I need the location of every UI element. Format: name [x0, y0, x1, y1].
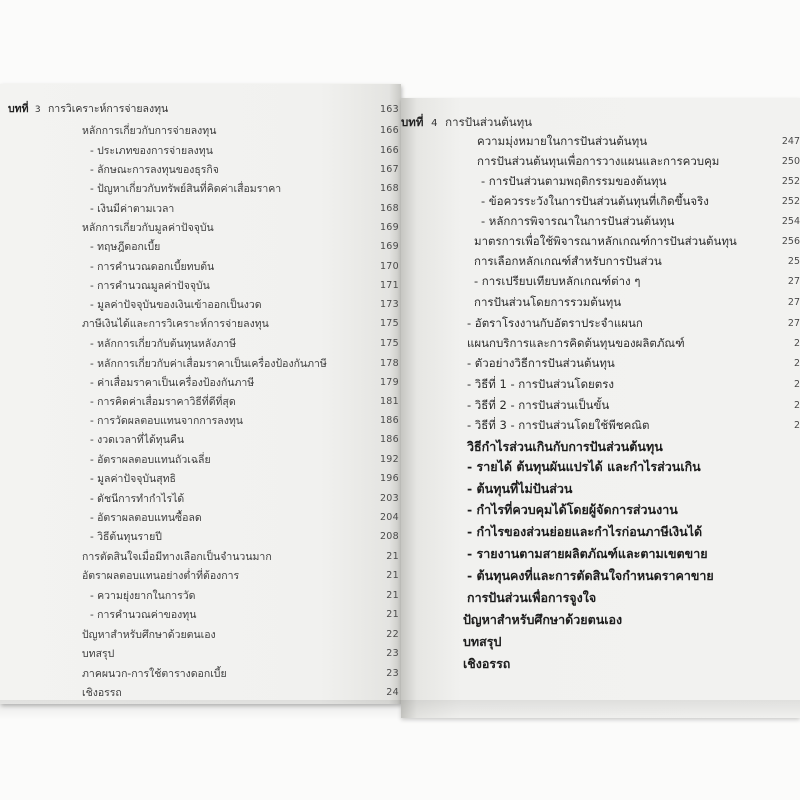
left-toc-entry-page: 23 [386, 648, 399, 659]
left-toc-entry-page: 169 [379, 222, 399, 233]
right-toc-entry-text: แผนกบริการและการคิดต้นทุนของผลิตภัณฑ์ [467, 336, 685, 350]
left-toc-entry-page: 21 [386, 590, 399, 601]
right-toc-entry-text: - อัตราโรงงานกับอัตราประจำแผนก [467, 316, 643, 330]
left-toc-entry-page: 24 [386, 687, 399, 698]
left-chapter-title: การวิเคราะห์การจ่ายลงทุน [47, 103, 169, 115]
right-toc-entry-page: 256 [781, 236, 800, 247]
left-toc-entry-page: 203 [379, 493, 399, 504]
left-toc-entry-text: - การคำนวณค่าของทุน [90, 609, 197, 621]
right-toc-entry-text: ความมุ่งหมายในการปันส่วนต้นทุน [477, 134, 648, 148]
right-toc-entry-page: 2 [793, 420, 800, 431]
page-shadow [0, 700, 800, 720]
right-toc-entry-text: - ต้นทุนที่ไม่ปันส่วน [467, 481, 573, 496]
right-toc-entry-text: - หลักการพิจารณาในการปันส่วนต้นทุน [481, 214, 675, 228]
left-toc-entry-page: 179 [379, 377, 399, 388]
left-toc-entry-text: - หลักการเกี่ยวกับค่าเสื่อมราคาเป็นเครื่องป้องกันภาษี [90, 358, 327, 370]
right-toc-entry-text: - ต้นทุนคงที่และการตัดสินใจกำหนดราคาขาย [467, 568, 714, 583]
left-toc-entry-page: 21 [386, 609, 399, 620]
left-toc-entry-text: อัตราผลตอบแทนอย่างต่ำที่ต้องการ [82, 570, 240, 582]
right-toc-entry-text: ปัญหาสำหรับศึกษาด้วยตนเอง [463, 612, 623, 627]
left-toc-entry-text: - เงินมีค่าตามเวลา [90, 203, 175, 215]
right-toc-entry-page: 250 [781, 156, 800, 167]
left-toc-entry-page: 175 [379, 318, 399, 329]
right-toc-entry-text: - การเปรียบเทียบหลักเกณฑ์ต่าง ๆ [474, 274, 641, 288]
left-toc-entry-page: 186 [379, 415, 399, 426]
left-chapter-label: บทที่ [8, 103, 29, 115]
left-toc-entry-text: - ลักษณะการลงทุนของธุรกิจ [90, 164, 219, 176]
left-page [0, 84, 401, 704]
left-toc-entry-text: หลักการเกี่ยวกับการจ่ายลงทุน [82, 125, 217, 137]
right-toc-entry-page: 252 [781, 176, 800, 187]
left-toc-entry-page: 181 [379, 396, 399, 407]
right-toc-entry-page: 2 [793, 400, 800, 411]
left-chapter-heading [8, 104, 168, 115]
right-toc-entry-text: - วิธีที่ 1 - การปันส่วนโดยตรง [467, 377, 615, 391]
right-chapter-label: บทที่ [401, 115, 424, 129]
right-toc-entry-page: 252 [781, 196, 800, 207]
left-toc-entry-page: 21 [386, 551, 399, 562]
left-toc-entry-text: - ค่าเสื่อมราคาเป็นเครื่องป้องกันภาษี [90, 377, 255, 389]
right-toc-entry-text: - ข้อควรระวังในการปันส่วนต้นทุนที่เกิดขึ้นจริง [481, 194, 709, 208]
right-toc-entry-text: มาตรการเพื่อใช้พิจารณาหลักเกณฑ์การปันส่วนต้นทุน [474, 234, 737, 248]
left-toc-entry-text: - หลักการเกี่ยวกับต้นทุนหลังภาษี [90, 338, 237, 350]
left-toc-entry-page: 22 [386, 629, 399, 640]
left-toc-entry-text: - มูลค่าปัจจุบันสุทธิ [90, 473, 176, 485]
left-toc-entry-page: 186 [379, 434, 399, 445]
left-toc-entry-page: 192 [379, 454, 399, 465]
left-toc-entry-page: 23 [386, 668, 399, 679]
left-toc-entry-text: - ทฤษฎีดอกเบี้ย [90, 241, 161, 253]
left-toc-entry-page: 196 [379, 473, 399, 484]
left-toc-entry-text: - การคิดค่าเสื่อมราคาวิธีที่ดีที่สุด [90, 396, 236, 408]
left-toc-entry-page: 21 [386, 570, 399, 581]
right-toc-entry-text: - รายได้ ต้นทุนผันแปรได้ และกำไรส่วนเกิน [467, 459, 701, 474]
right-toc-entry-text: การปันส่วนเพื่อการจูงใจ [467, 590, 597, 605]
left-chapter-number: 3 [34, 105, 41, 115]
left-toc-entry-page: 168 [379, 203, 399, 214]
left-toc-entry-text: - อัตราผลตอบแทนถัวเฉลี่ย [90, 454, 211, 466]
left-toc-entry-page: 170 [379, 261, 399, 272]
left-toc-entry-page: 175 [379, 338, 399, 349]
right-toc-entry-text: การปันส่วนต้นทุนเพื่อการวางแผนและการควบคุม [477, 154, 720, 168]
right-toc-entry-page: 254 [781, 216, 800, 227]
right-toc-entry-page: 27 [787, 297, 800, 308]
right-toc-entry-text: เชิงอรรถ [463, 656, 511, 671]
left-toc-entry-text: - อัตราผลตอบแทนซื้อลด [90, 512, 202, 524]
right-chapter-heading [401, 117, 532, 129]
right-toc-entry-text: - กำไรของส่วนย่อยและกำไรก่อนภาษีเงินได้ [467, 524, 703, 539]
right-toc-entry-text: - การปันส่วนตามพฤติกรรมของต้นทุน [481, 174, 667, 188]
left-toc-entry-text: - การคำนวณมูลค่าปัจจุบัน [90, 280, 210, 292]
right-chapter-number: 4 [431, 118, 438, 129]
left-toc-entry-text: การตัดสินใจเมื่อมีทางเลือกเป็นจำนวนมาก [82, 551, 272, 563]
right-toc-entry-text: - วิธีที่ 3 - การปันส่วนโดยใช้พีชคณิต [467, 418, 650, 432]
left-toc-entry-text: - การคำนวณดอกเบี้ยทบต้น [90, 261, 215, 273]
left-toc-entry-text: - วิธีต้นทุนรายปี [90, 531, 162, 543]
right-chapter-title: การปันส่วนต้นทุน [445, 115, 533, 129]
left-toc-entry-text: บทสรุป [82, 648, 115, 660]
right-toc-entry-page: 247 [781, 136, 800, 147]
left-toc-entry-page: 167 [379, 164, 399, 175]
left-toc-entry-text: - มูลค่าปัจจุบันของเงินเข้าออกเป็นงวด [90, 299, 262, 311]
left-toc-entry-text: - ความยุ่งยากในการวัด [90, 590, 196, 602]
right-page [401, 98, 800, 718]
left-toc-entry-page: 204 [379, 512, 399, 523]
right-toc-entry-page: 25 [787, 256, 800, 267]
right-toc-entry-text: บทสรุป [463, 634, 502, 649]
left-toc-entry-text: หลักการเกี่ยวกับมูลค่าปัจจุบัน [82, 222, 214, 234]
left-toc-entry-page: 178 [379, 358, 399, 369]
left-toc-entry-text: ภาคผนวก-การใช้ตารางดอกเบี้ย [82, 668, 227, 680]
right-toc-entry-page: 2 [793, 379, 800, 390]
right-toc-entry-text: การเลือกหลักเกณฑ์สำหรับการปันส่วน [474, 254, 662, 268]
left-toc-entry-page: 169 [379, 241, 399, 252]
left-toc-entry-page: 208 [379, 531, 399, 542]
right-toc-entry-text: วิธีกำไรส่วนเกินกับการปันส่วนต้นทุน [467, 439, 663, 454]
right-toc-entry-page: 2 [793, 358, 800, 369]
right-toc-entry-text: - รายงานตามสายผลิตภัณฑ์และตามเขตขาย [467, 546, 708, 561]
left-toc-entry-text: เชิงอรรถ [82, 687, 122, 699]
left-toc-entry-page: 166 [379, 145, 399, 156]
left-toc-entry-text: - ดัชนีการทำกำไรได้ [90, 493, 185, 505]
left-toc-entry-text: - ประเภทของการจ่ายลงทุน [90, 145, 213, 157]
right-toc-entry-page: 27 [787, 318, 800, 329]
left-chapter-page: 163 [379, 104, 399, 115]
left-toc-entry-page: 168 [379, 183, 399, 194]
right-toc-entry-text: การปันส่วนโดยการรวมต้นทุน [474, 295, 622, 309]
right-toc-entry-text: - กำไรที่ควบคุมได้โดยผู้จัดการส่วนงาน [467, 502, 678, 517]
right-toc-entry-text: - วิธีที่ 2 - การปันส่วนเป็นขั้น [467, 398, 610, 412]
left-toc-entry-text: ภาษีเงินได้และการวิเคราะห์การจ่ายลงทุน [82, 318, 269, 330]
left-toc-entry-page: 171 [379, 280, 399, 291]
left-toc-entry-page: 166 [379, 125, 399, 136]
right-toc-entry-page: 27 [787, 276, 800, 287]
right-toc-entry-text: - ตัวอย่างวิธีการปันส่วนต้นทุน [467, 356, 615, 370]
left-toc-entry-text: - ปัญหาเกี่ยวกับทรัพย์สินที่คิดค่าเสื่อมราคา [90, 183, 282, 195]
left-toc-entry-page: 173 [379, 299, 399, 310]
left-toc-entry-text: - งวดเวลาที่ได้ทุนคืน [90, 434, 185, 446]
left-toc-entry-text: ปัญหาสำหรับศึกษาด้วยตนเอง [82, 629, 216, 641]
right-toc-entry-page: 2 [793, 338, 800, 349]
left-toc-entry-text: - การวัดผลตอบแทนจากการลงทุน [90, 415, 243, 427]
